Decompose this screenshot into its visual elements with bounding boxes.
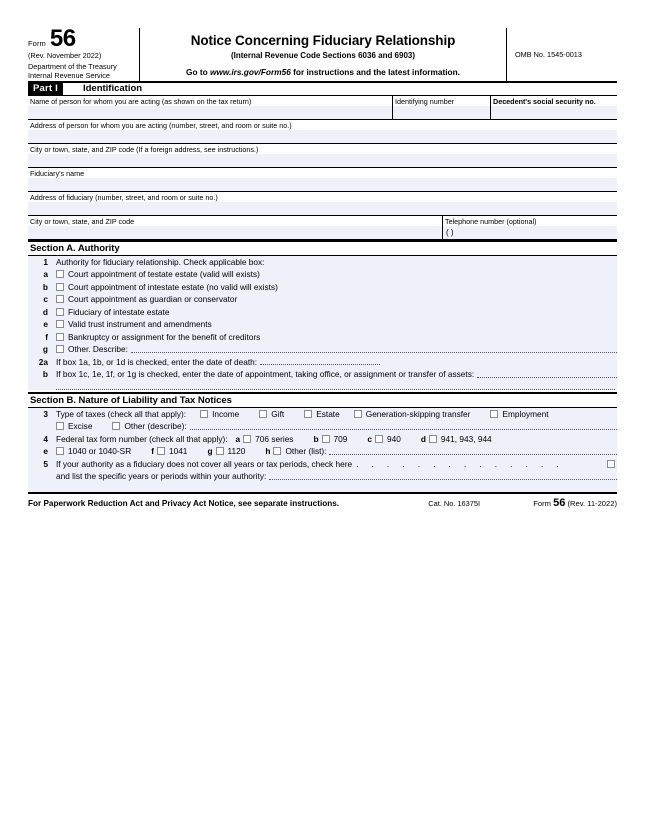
name-caption: Name of person for whom you are acting (as shown on the tax return) [30, 96, 252, 106]
checkbox-1b[interactable] [56, 283, 64, 291]
city-input[interactable] [28, 154, 617, 167]
line-1d [28, 306, 617, 319]
footer-form-id [533, 497, 617, 509]
checkbox-1e[interactable] [56, 320, 64, 328]
checkbox-1c[interactable] [56, 295, 64, 303]
form-footer [28, 492, 617, 509]
goto-instructions [146, 67, 500, 77]
label-other-tax-type: Other (describe): [124, 421, 187, 432]
line-1g-letter: g [42, 344, 48, 355]
line-1b-label: Court appointment of intestate estate (no valid will exists) [68, 281, 278, 292]
other-tax-describe-input[interactable] [190, 422, 617, 430]
footer-form-revision: (Rev. 11-2022) [565, 498, 617, 508]
page-title: Notice Concerning Fiduciary Relationship [190, 33, 456, 48]
line-5-text: If your authority as a fiduciary does not cover all years or tax periods, check here [56, 458, 353, 469]
identifying-number-input[interactable] [393, 106, 490, 119]
line-4g-letter: g [207, 446, 213, 457]
line-4e-letter: e [43, 446, 48, 457]
fiduciary-address-cell [28, 192, 617, 215]
address-field-cell [28, 120, 617, 143]
part-1-tag: Part I [28, 82, 63, 95]
fiduciary-city-phone-row [28, 216, 617, 240]
line-4f-letter: f [151, 446, 154, 457]
checkbox-706-series[interactable] [243, 435, 251, 443]
telephone-caption: Telephone number (optional) [445, 216, 537, 226]
line-4d-letter: d [420, 433, 426, 444]
section-a-body [28, 256, 617, 390]
line-2b-continuation-input[interactable] [56, 381, 615, 390]
line-4 [28, 433, 617, 446]
fiduciary-city-input[interactable] [28, 226, 442, 239]
label-709: 709 [333, 433, 348, 444]
form-title-block [140, 28, 507, 81]
label-941-943-944: 941, 943, 944 [440, 433, 492, 444]
line-1-text: Authority for fiduciary relationship. Check applicable box: [56, 256, 265, 267]
line-2b-number: b [42, 369, 48, 380]
line-5-text2: and list the specific years or periods within your authority: [56, 471, 267, 482]
checkbox-employment[interactable] [490, 410, 498, 418]
line-1d-letter: d [42, 306, 48, 317]
line-2b [28, 368, 617, 381]
goto-prefix: Go to [186, 67, 210, 77]
checkbox-other-form[interactable] [273, 447, 281, 455]
footer-form-label: Form [533, 498, 554, 508]
identifying-number-cell [392, 96, 490, 119]
checkbox-941-943-944[interactable] [429, 435, 437, 443]
line-4b-letter: b [313, 433, 319, 444]
catalog-number: Cat. No. 16375I [428, 498, 481, 508]
fiduciary-city-cell [28, 216, 442, 239]
omb-number: OMB No. 1545-0013 [515, 50, 582, 59]
department-line-2: Internal Revenue Service [28, 71, 110, 81]
line-4-row2 [28, 445, 617, 458]
label-1120: 1120 [227, 446, 246, 457]
department-line-1: Department of the Treasury [28, 62, 117, 71]
address-caption: Address of person for whom you are acting (number, street, and room or suite no.) [30, 120, 292, 130]
checkbox-gift[interactable] [259, 410, 267, 418]
line-4h-letter: h [265, 446, 271, 457]
line-1a-letter: a [43, 269, 48, 280]
omb-block [507, 28, 617, 81]
line-1e-letter: e [43, 319, 48, 330]
fiduciary-name-cell [28, 168, 617, 191]
checkbox-709[interactable] [322, 435, 330, 443]
part-1-header [28, 83, 617, 96]
checkbox-estate[interactable] [304, 410, 312, 418]
decedent-ssn-cell [490, 96, 617, 119]
decedent-ssn-input[interactable] [491, 106, 617, 119]
line-1d-label: Fiduciary of intestate estate [68, 306, 170, 317]
line-5-dot-leader: . . . . . . . . . . . . . . [356, 458, 565, 469]
irs-url-link[interactable]: www.irs.gov/Form56 [209, 67, 291, 77]
date-of-appointment-input[interactable] [477, 370, 617, 378]
line-2a [28, 356, 617, 369]
line-1-number: 1 [43, 256, 48, 267]
address-row [28, 120, 617, 144]
checkbox-generation-skipping-transfer[interactable] [354, 410, 362, 418]
specific-years-input[interactable] [269, 472, 617, 480]
section-b-spacer [28, 483, 617, 492]
line-3-row2 [28, 420, 617, 433]
address-input[interactable] [28, 130, 617, 143]
line-1a-label: Court appointment of testate estate (valid will exists) [68, 269, 260, 280]
date-of-death-input[interactable] [260, 357, 380, 365]
section-b-body [28, 408, 617, 492]
line-1g-describe-input[interactable] [131, 345, 617, 353]
form-header [28, 25, 617, 83]
line-1e-label: Valid trust instrument and amendments [68, 319, 212, 330]
label-other-form: Other (list): [285, 446, 327, 457]
line-1a [28, 268, 617, 281]
line-3 [28, 408, 617, 421]
checkbox-other-tax-type[interactable] [112, 422, 120, 430]
footer-form-number: 56 [553, 496, 566, 509]
line-4-number: 4 [43, 433, 48, 444]
label-employment: Employment [502, 408, 549, 419]
label-gift: Gift [271, 408, 285, 419]
line-1f [28, 331, 617, 344]
form-56-page [28, 25, 617, 509]
city-caption: City or town, state, and ZIP code (If a foreign address, see instructions.) [30, 144, 259, 154]
line-2b-text: If box 1c, 1e, 1f, or 1g is checked, enter the date of appointment, taking office, or assignment or transfer of assets: [56, 369, 475, 380]
telephone-input[interactable]: ( ) [443, 226, 617, 239]
line-4c-letter: c [367, 433, 372, 444]
fiduciary-name-caption: Fiduciary's name [30, 168, 85, 178]
part-1-title: Identification [82, 83, 143, 95]
goto-suffix: for instructions and the latest information. [290, 67, 460, 77]
checkbox-1040[interactable] [56, 447, 64, 455]
checkbox-income[interactable] [200, 410, 208, 418]
name-field-cell [28, 96, 392, 119]
city-field-cell [28, 144, 617, 167]
checkbox-1d[interactable] [56, 308, 64, 316]
form-id-block [28, 25, 140, 81]
fiduciary-address-input[interactable] [28, 202, 617, 215]
line-1g-label: Other. Describe: [68, 344, 128, 355]
line-3-number: 3 [43, 408, 48, 419]
checkbox-1120[interactable] [216, 447, 224, 455]
line-1f-label: Bankruptcy or assignment for the benefit of creditors [68, 331, 261, 342]
paperwork-notice: For Paperwork Reduction Act and Privacy Act Notice, see separate instructions. [28, 498, 340, 508]
line-1 [28, 256, 617, 269]
line-1c [28, 293, 617, 306]
city-row [28, 144, 617, 168]
name-input[interactable] [28, 106, 392, 119]
label-estate: Estate [316, 408, 340, 419]
fiduciary-city-caption: City or town, state, and ZIP code [30, 216, 135, 226]
checkbox-1g[interactable] [56, 345, 64, 353]
form-label: Form [28, 39, 46, 48]
label-excise: Excise [68, 421, 93, 432]
form-number: 56 [49, 25, 76, 52]
identifying-number-caption: Identifying number [395, 96, 455, 106]
form-subtitle: (Internal Revenue Code Sections 6036 and 6903) [230, 51, 416, 60]
line-1b-letter: b [42, 281, 48, 292]
checkbox-1041[interactable] [157, 447, 165, 455]
section-a-header: Section A. Authority [28, 240, 617, 256]
checkbox-1a[interactable] [56, 270, 64, 278]
checkbox-940[interactable] [375, 435, 383, 443]
name-identifying-row [28, 96, 617, 120]
label-generation-skipping-transfer: Generation-skipping transfer [365, 408, 471, 419]
line-1b [28, 281, 617, 294]
line-3-text: Type of taxes (check all that apply): [56, 408, 187, 419]
label-income: Income [212, 408, 240, 419]
form-revision: (Rev. November 2022) [28, 51, 102, 60]
line-1e [28, 318, 617, 331]
fiduciary-name-input[interactable] [28, 178, 617, 191]
label-940: 940 [387, 433, 401, 444]
line-4a-letter: a [235, 433, 241, 444]
label-1041: 1041 [168, 446, 188, 457]
line-2a-number: 2a [38, 356, 48, 367]
fiduciary-name-row [28, 168, 617, 192]
fiduciary-address-caption: Address of fiduciary (number, street, and room or suite no.) [30, 192, 218, 202]
decedent-ssn-caption: Decedent's social security no. [493, 96, 596, 106]
line-2a-text: If box 1a, 1b, or 1d is checked, enter the date of death: [56, 356, 258, 367]
line-4-text: Federal tax form number (check all that apply): [56, 433, 228, 444]
line-5-row2 [28, 470, 617, 483]
line-1f-letter: f [45, 331, 48, 342]
label-706-series: 706 series [255, 433, 294, 444]
section-b-header: Section B. Nature of Liability and Tax Notices [28, 392, 617, 408]
other-form-list-input[interactable] [329, 447, 617, 455]
fiduciary-address-row [28, 192, 617, 216]
telephone-cell [442, 216, 617, 239]
line-5-number: 5 [43, 458, 48, 469]
line-1g [28, 343, 617, 356]
label-1040: 1040 or 1040-SR [68, 446, 132, 457]
checkbox-limited-authority[interactable] [607, 460, 615, 468]
line-5 [28, 458, 617, 471]
line-1c-label: Court appointment as guardian or conservator [68, 294, 238, 305]
line-1c-letter: c [43, 294, 48, 305]
checkbox-excise[interactable] [56, 422, 64, 430]
checkbox-1f[interactable] [56, 333, 64, 341]
